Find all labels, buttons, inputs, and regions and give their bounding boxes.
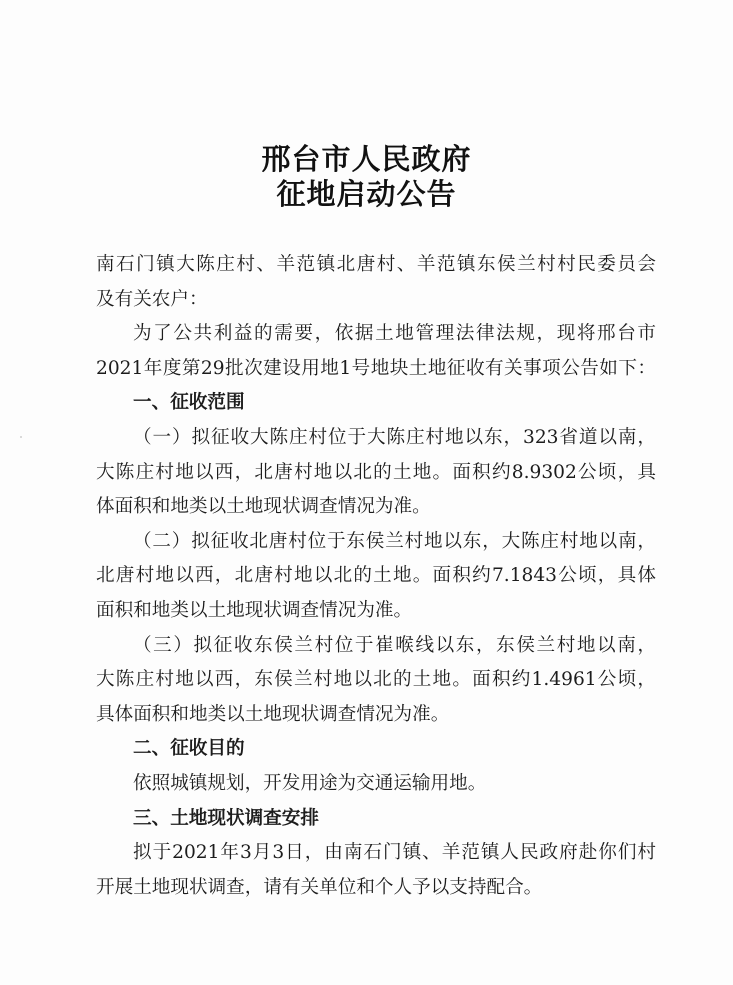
paragraph-line: 北唐村地以西，北唐村地以北的土地。面积约7.1843公顷，具体 xyxy=(96,565,656,587)
document-title-line2: 征地启动公告 xyxy=(276,177,457,211)
paragraph-line: 面积和地类以土地现状调查情况为准。 xyxy=(96,599,413,621)
paragraph-line: （一）拟征收大陈庄村位于大陈庄村地以东，323省道以南， xyxy=(133,426,656,448)
intro-line: 2021年度第29批次建设用地1号地块土地征收有关事项公告如下： xyxy=(96,357,656,379)
addressee-line: 及有关农户： xyxy=(96,288,208,310)
section-heading: 二、征收目的 xyxy=(133,738,245,760)
addressee-line: 南石门镇大陈庄村、羊范镇北唐村、羊范镇东侯兰村村民委员会 xyxy=(96,254,656,275)
paragraph-line: 依照城镇规划，开发用途为交通运输用地。 xyxy=(133,772,487,794)
paragraph-line: 大陈庄村地以西，北唐村地以北的土地。面积约8.9302公顷，具 xyxy=(96,461,656,483)
paragraph-line: 大陈庄村地以西，东侯兰村地以北的土地。面积约1.4961公顷， xyxy=(96,669,656,691)
paragraph-line: 具体面积和地类以土地现状调查情况为准。 xyxy=(96,703,450,725)
paragraph-line: 拟于2021年3月3日，由南石门镇、羊范镇人民政府赴你们村 xyxy=(133,842,656,864)
section-heading: 三、土地现状调查安排 xyxy=(133,807,319,829)
document-body xyxy=(96,248,656,905)
intro-line: 为了公共利益的需要，依据土地管理法律法规，现将邢台市 xyxy=(133,323,656,345)
paragraph-line: 体面积和地类以土地现状调查情况为准。 xyxy=(96,496,431,518)
paragraph-line: （三）拟征收东侯兰村位于崔喉线以东，东侯兰村地以南， xyxy=(133,634,656,656)
paragraph-line: （二）拟征收北唐村位于东侯兰村地以东，大陈庄村地以南， xyxy=(133,530,656,552)
section-heading: 一、征收范围 xyxy=(133,392,245,414)
document-title-line1: 邢台市人民政府 xyxy=(261,142,472,176)
paragraph-line: 开展土地现状调查，请有关单位和个人予以支持配合。 xyxy=(96,876,543,898)
scan-speck xyxy=(20,436,22,438)
